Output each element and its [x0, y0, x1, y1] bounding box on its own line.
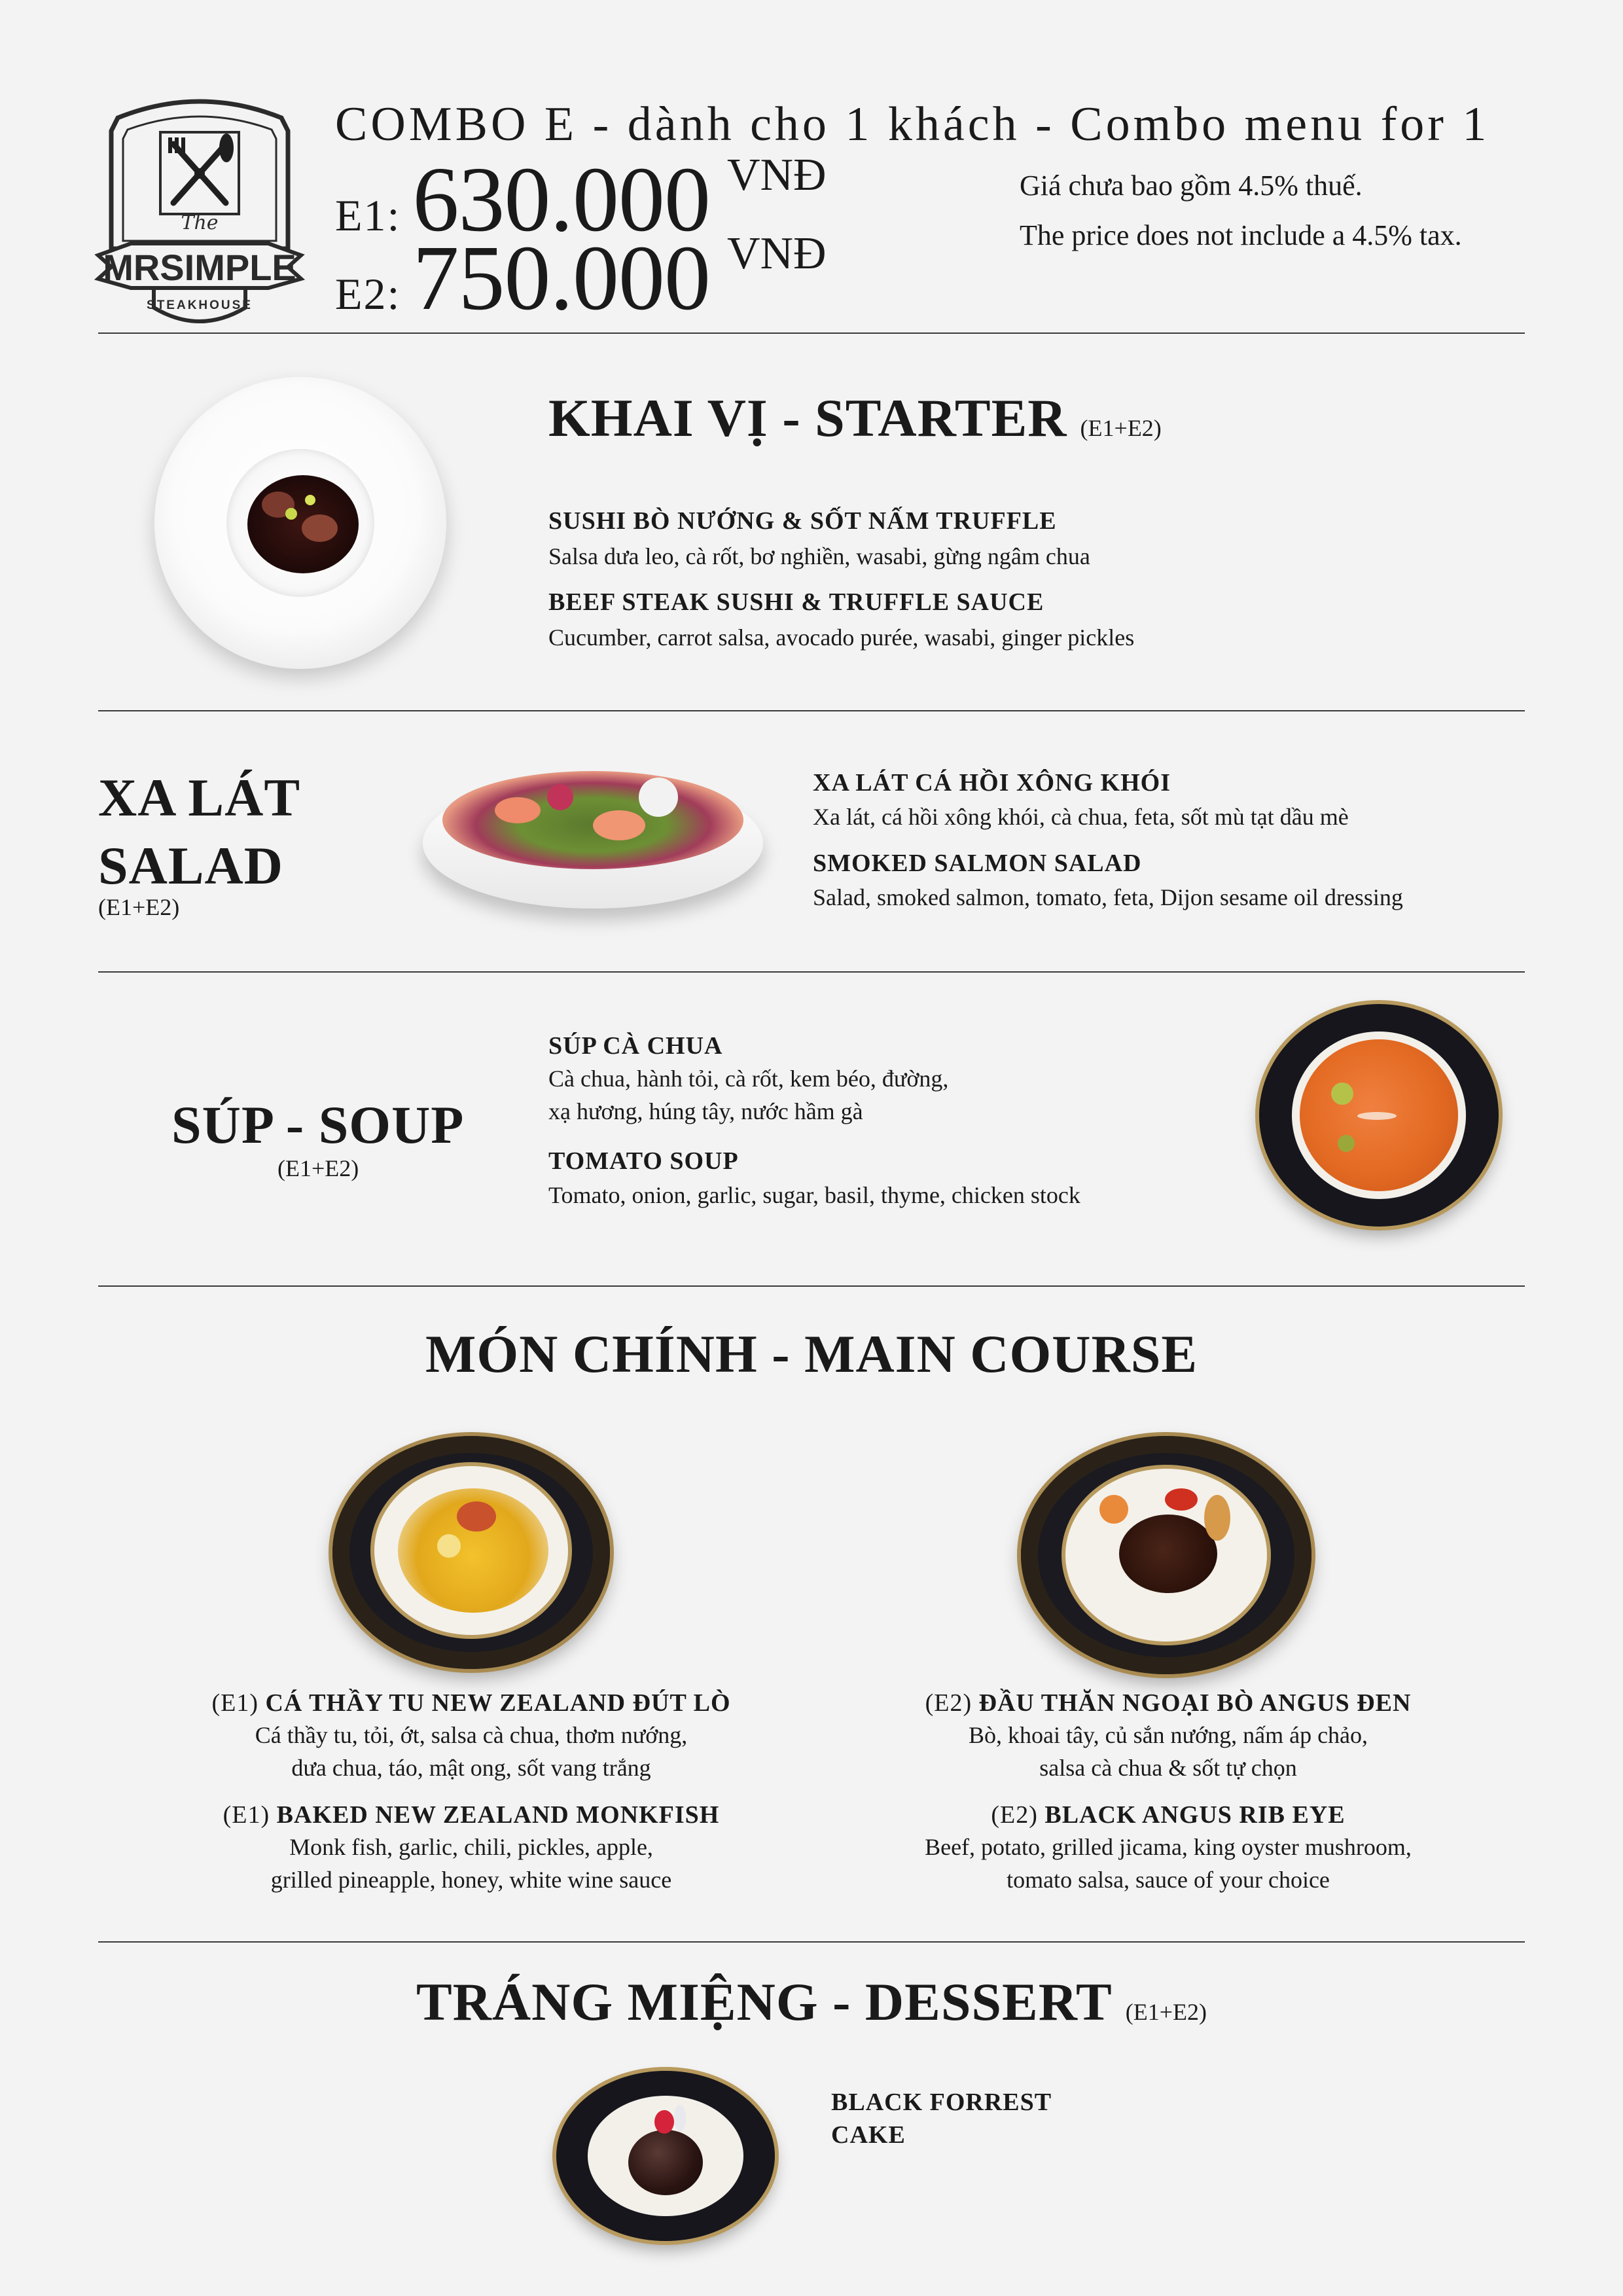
tax-note-en: The price does not include a 4.5% tax. [1020, 219, 1462, 251]
main-title: MÓN CHÍNH - MAIN COURSE [425, 1324, 1198, 1384]
logo-sub-text: STEAKHOUSE [147, 298, 253, 312]
main-e2-desc-en-2: tomato salsa, sauce of your choice [1007, 1866, 1330, 1893]
main-e2-name-en: (E2) BLACK ANGUS RIB EYE [991, 1801, 1346, 1829]
main-e2-desc-vi-1: Bò, khoai tây, củ sắn nướng, nấm áp chảo, [968, 1722, 1368, 1749]
main-e1-desc-en-1: Monk fish, garlic, chili, pickles, apple, [289, 1834, 653, 1861]
starter-name-vi: SUSHI BÒ NƯỚNG & SỐT NẤM TRUFFLE [548, 507, 1057, 535]
brand-logo [92, 92, 308, 340]
price-currency: VNĐ [726, 150, 827, 200]
main-e1-desc-en-2: grilled pineapple, honey, white wine sauce [270, 1866, 672, 1893]
main-e2-tag: (E2) [925, 1689, 972, 1717]
starter-title: KHAI VỊ - STARTER (E1+E2) [548, 388, 1162, 448]
price-value: 750.000 [412, 226, 710, 329]
salad-desc-vi: Xa lát, cá hồi xông khói, cà chua, feta, sốt mù tạt dầu mè [813, 804, 1349, 830]
price-label: E1: [335, 190, 401, 240]
salad-desc-en: Salad, smoked salmon, tomato, feta, Dijon sesame oil dressing [813, 884, 1403, 910]
main-e1-tag: (E1) [223, 1801, 270, 1829]
main-e1-name-vi: (E1) CÁ THẦY TU NEW ZEALAND ĐÚT LÒ [211, 1689, 731, 1717]
divider [98, 710, 1525, 711]
starter-name-en: BEEF STEAK SUSHI & TRUFFLE SAUCE [548, 588, 1044, 616]
salad-title-line2: SALAD [98, 836, 283, 895]
soup-tag: (E1+E2) [277, 1155, 359, 1181]
divider [98, 332, 1525, 334]
logo-script-text: The [181, 211, 219, 234]
dessert-name-line2: CAKE [831, 2121, 906, 2149]
main-e2-block [779, 1687, 1558, 1896]
price-currency: VNĐ [726, 228, 827, 279]
main-e2-desc-vi-2: salsa cà chua & sốt tự chọn [1039, 1755, 1297, 1782]
main-e1-name-en: (E1) BAKED NEW ZEALAND MONKFISH [223, 1801, 720, 1829]
salad-name-vi: XA LÁT CÁ HỒI XÔNG KHÓI [813, 769, 1171, 797]
main-e1-tag: (E1) [211, 1689, 259, 1717]
salad-bowl-image [423, 758, 763, 922]
dessert-name-line1: BLACK FORREST [831, 2089, 1052, 2116]
logo-name-text: MRSIMPLE [103, 247, 296, 288]
main-e2-plate-image [1021, 1436, 1311, 1674]
main-e1-desc-vi-2: dưa chua, táo, mật ong, sốt vang trắng [291, 1755, 651, 1782]
soup-desc-en: Tomato, onion, garlic, sugar, basil, thyme, chicken stock [548, 1182, 1080, 1208]
divider [98, 971, 1525, 973]
starter-plate-image [154, 377, 446, 669]
price-value: 630.000 [412, 147, 710, 251]
divider [98, 1285, 1525, 1287]
salad-name-en: SMOKED SALMON SALAD [813, 850, 1142, 877]
salad-title-line1: XA LÁT [98, 768, 301, 827]
starter-tag: (E1+E2) [1080, 415, 1162, 441]
tax-note-vi: Giá chưa bao gồm 4.5% thuế. [1020, 170, 1363, 202]
soup-plate-image [1259, 1004, 1499, 1227]
soup-title: SÚP - SOUP [171, 1095, 465, 1155]
soup-desc-vi-1: Cà chua, hành tỏi, cà rốt, kem béo, đường, [548, 1066, 949, 1092]
main-e1-block [85, 1687, 857, 1896]
main-e1-desc-vi-1: Cá thầy tu, tỏi, ớt, salsa cà chua, thơm nướng, [255, 1722, 688, 1749]
dessert-title: TRÁNG MIỆNG - DESSERT (E1+E2) [416, 1972, 1207, 2032]
salad-tag: (E1+E2) [98, 894, 180, 920]
starter-desc-vi: Salsa dưa leo, cà rốt, bơ nghiền, wasabi, gừng ngâm chua [548, 543, 1090, 569]
main-e2-name-vi: (E2) ĐẦU THĂN NGOẠI BÒ ANGUS ĐEN [925, 1689, 1412, 1717]
divider [98, 1941, 1525, 1943]
price-label: E2: [335, 269, 401, 319]
dessert-tag: (E1+E2) [1125, 1999, 1207, 2025]
starter-desc-en: Cucumber, carrot salsa, avocado purée, wasabi, ginger pickles [548, 624, 1135, 651]
main-e2-desc-en-1: Beef, potato, grilled jicama, king oyster mushroom, [925, 1834, 1412, 1861]
main-e2-tag: (E2) [991, 1801, 1038, 1829]
combo-title: COMBO E - dành cho 1 khách - Combo menu for 1 [335, 98, 1490, 151]
soup-name-en: TOMATO SOUP [548, 1147, 739, 1175]
soup-name-vi: SÚP CÀ CHUA [548, 1032, 723, 1060]
main-e1-plate-image [332, 1436, 610, 1669]
dessert-plate-image [556, 2071, 775, 2241]
soup-desc-vi-2: xạ hương, húng tây, nước hầm gà [548, 1098, 863, 1124]
price-row-e2 [335, 224, 827, 331]
